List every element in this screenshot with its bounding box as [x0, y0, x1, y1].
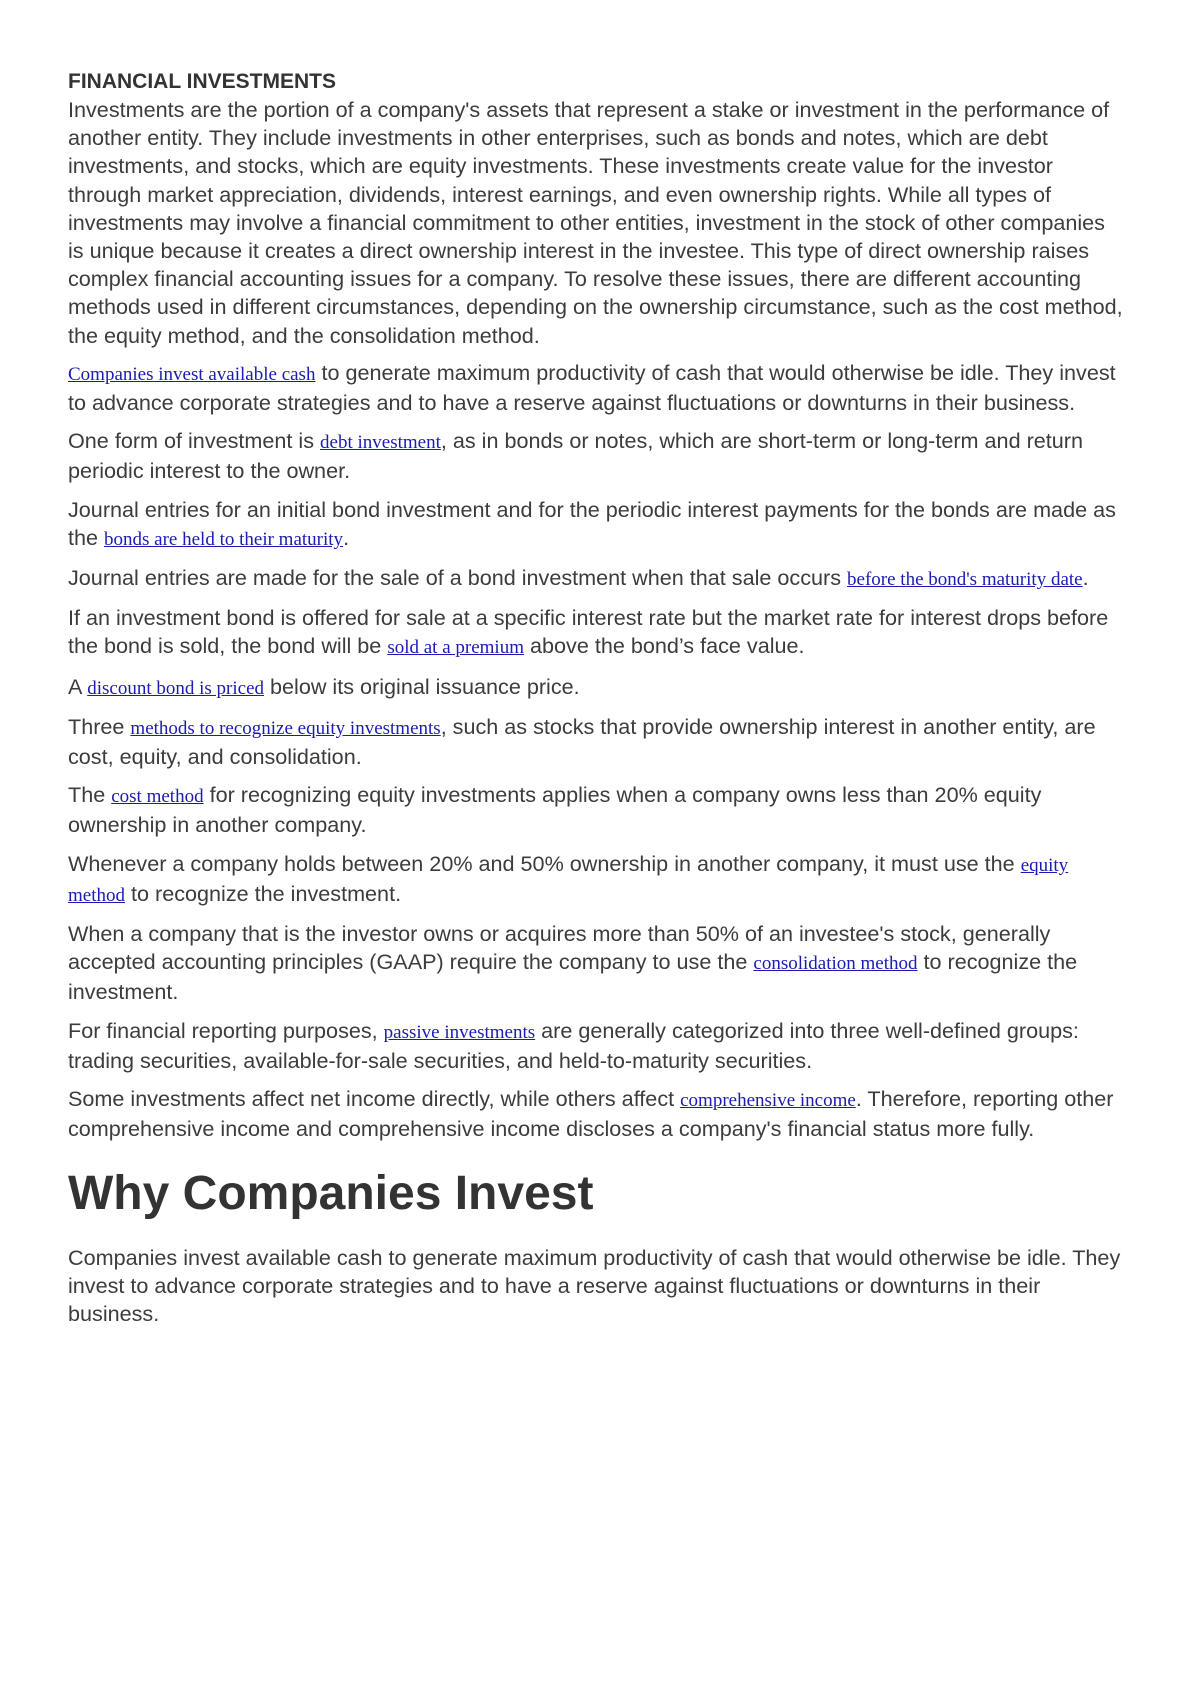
- paragraph-list: [68, 359, 1123, 1144]
- paragraph-text: A: [68, 673, 88, 699]
- link-passive-investments[interactable]: passive investments: [383, 1021, 536, 1043]
- paragraph-4: [68, 564, 1123, 594]
- link-companies-invest-available-cash[interactable]: Companies invest available cash: [68, 363, 316, 385]
- link-methods-to-recognize-equity-investments[interactable]: methods to recognize equity investments: [130, 717, 441, 739]
- paragraph-text: When a company that is the investor owns or acquires more than 50% of an investee's stock, generally accepted accounting principles (GAAP) require the company to use the: [68, 921, 1051, 975]
- link-discount-bond-is-priced[interactable]: discount bond is priced: [87, 677, 264, 699]
- paragraph-text: Journal entries are made for the sale of a bond investment when that sale occurs: [68, 565, 848, 591]
- paragraph-text: .: [343, 524, 350, 550]
- paragraph-text: .: [1082, 565, 1089, 591]
- link-debt-investment[interactable]: debt investment: [320, 432, 441, 454]
- paragraph-2: [68, 427, 1123, 485]
- paragraph-text: above the bond’s face value.: [524, 633, 805, 659]
- paragraph-text: Three: [68, 713, 131, 739]
- paragraph-text: to generate maximum productivity of cash that would otherwise be idle. They invest to advance corporate strategies and to have a reserve against fluctuations or downturns in their business.: [68, 359, 1116, 416]
- paragraph-text: for recognizing equity investments applies when a company owns less than 20% equity ownership in another company.: [68, 782, 1042, 838]
- section-paragraph: Companies invest available cash to generate maximum productivity of cash that would otherwise be idle. They invest to advance corporate strategies and to have a reserve against fluctuations or downturns in their business.: [68, 1244, 1121, 1326]
- link-sold-at-a-premium[interactable]: sold at a premium: [387, 637, 524, 659]
- paragraph-text: Journal entries for an initial bond investment and for the periodic interest payments for the bonds are made as the: [68, 496, 1116, 550]
- section-heading: Why Companies Invest: [68, 1166, 594, 1220]
- paragraph-text: to recognize the investment.: [68, 949, 1078, 1005]
- paragraph-8: [68, 781, 1123, 839]
- paragraph-text: If an investment bond is offered for sale at a specific interest rate but the market rate for interest drops before the bond is sold, the bond will be: [68, 605, 1109, 659]
- paragraph-9: [68, 850, 1123, 910]
- paragraph-6: [68, 673, 1123, 703]
- paragraph-text: One form of investment is: [68, 428, 321, 454]
- paragraph-text: below its original issuance price.: [264, 673, 580, 699]
- paragraph-11: [68, 1017, 1123, 1075]
- link-comprehensive-income[interactable]: comprehensive income: [680, 1090, 856, 1112]
- link-before-bond-maturity-date[interactable]: before the bond's maturity date: [847, 569, 1083, 591]
- paragraph-text: , such as stocks that provide ownership interest in another entity, are cost, equity, and consolidation.: [68, 713, 1096, 770]
- link-bonds-held-to-maturity[interactable]: bonds are held to their maturity: [104, 528, 344, 550]
- paragraph-text: are generally categorized into three well-defined groups: trading securities, available-for-sale securities, and held-to-maturity securities.: [68, 1017, 1079, 1073]
- paragraph-3: [68, 496, 1123, 554]
- paragraph-12: [68, 1085, 1123, 1143]
- link-cost-method[interactable]: cost method: [111, 786, 204, 808]
- paragraph-text: For financial reporting purposes,: [68, 1017, 384, 1043]
- document-title: FINANCIAL INVESTMENTS: [68, 70, 336, 93]
- paragraph-5: [68, 604, 1123, 662]
- paragraph-1: [68, 359, 1123, 417]
- paragraph-text: , as in bonds or notes, which are short-term or long-term and return periodic interest to the owner.: [68, 428, 1083, 484]
- paragraph-text: Whenever a company holds between 20% and 50% ownership in another company, it must use the: [68, 850, 1021, 876]
- paragraph-7: [68, 713, 1123, 771]
- paragraph-10: [68, 920, 1123, 1007]
- link-equity-method[interactable]: equity method: [68, 854, 1069, 906]
- paragraph-text: to recognize the investment.: [125, 880, 402, 906]
- intro-paragraph: Investments are the portion of a company's assets that represent a stake or investment in the performance of another entity. They include investments in other enterprises, such as bonds and notes, which are debt investments, and stocks, which are equity investments. These investments create value for the investor through market appreciation, dividends, interest earnings, and even ownership rights. While all types of investments may involve a financial commitment to other entities, investment in the stock of other companies is unique because it creates a direct ownership interest in the investee. This type of direct ownership raises complex financial accounting issues for a company. To resolve these issues, there are different accounting methods used in different circumstances, depending on the ownership circumstance, such as the cost method, the equity method, and the consolidation method.: [68, 97, 1123, 348]
- paragraph-text: Some investments affect net income directly, while others affect: [68, 1086, 681, 1112]
- paragraph-text: The: [68, 782, 112, 808]
- paragraph-text: . Therefore, reporting other comprehensive income and comprehensive income discloses a company's financial status more fully.: [68, 1086, 1114, 1142]
- link-consolidation-method[interactable]: consolidation method: [753, 953, 918, 975]
